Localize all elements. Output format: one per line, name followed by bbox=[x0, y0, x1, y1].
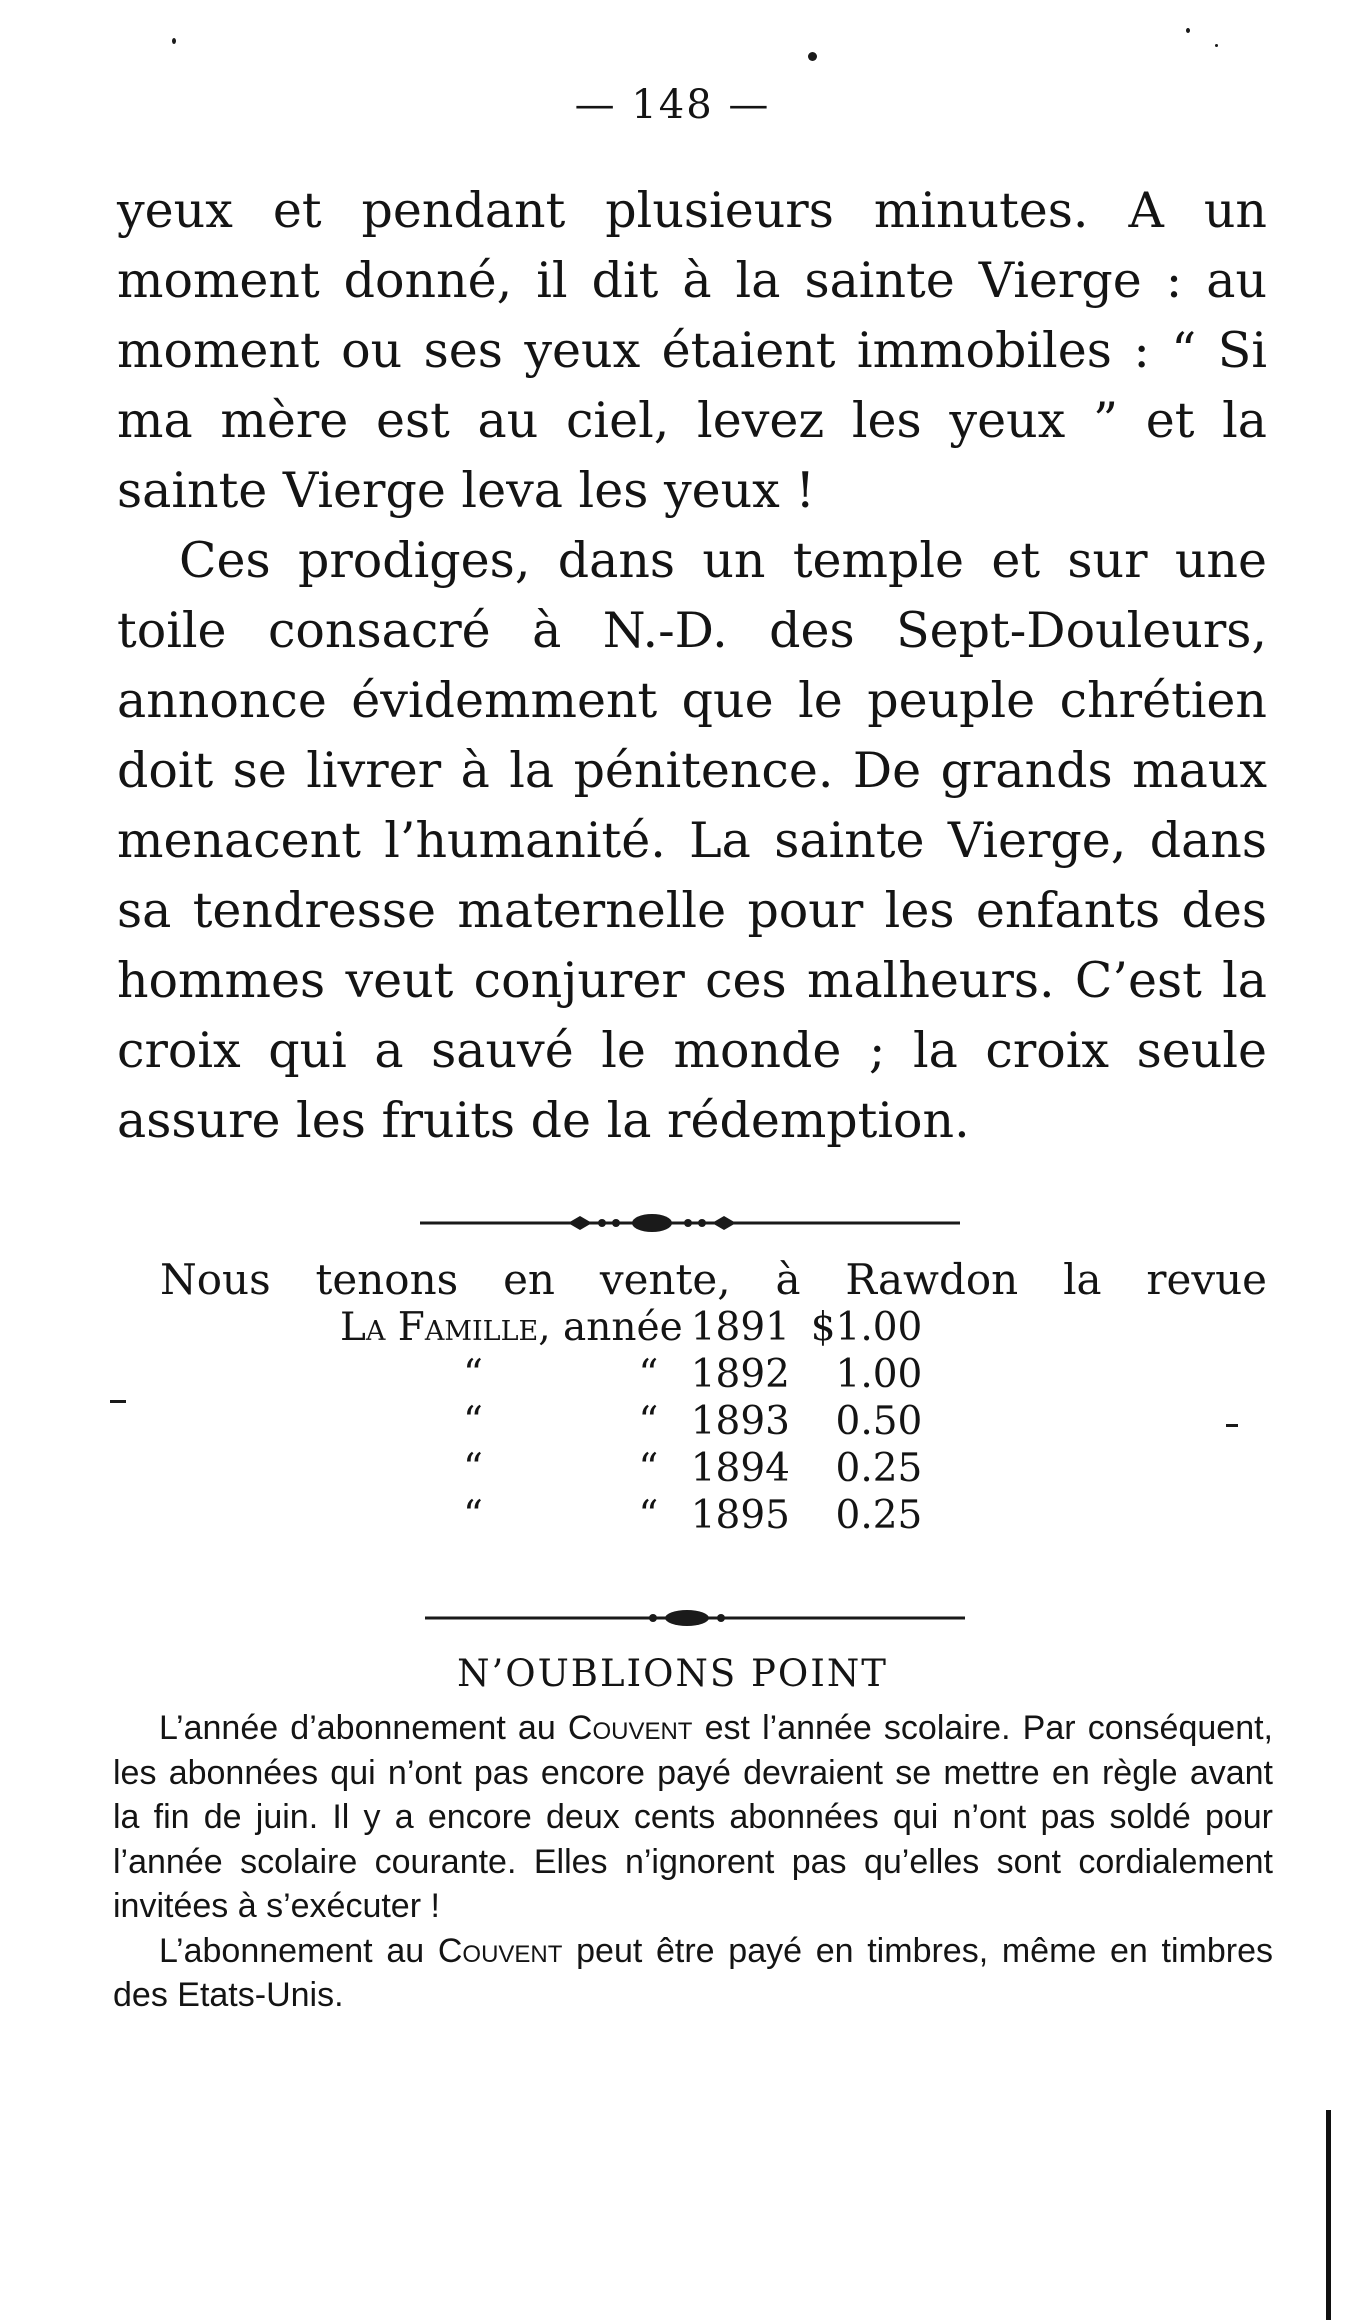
print-speck bbox=[1215, 44, 1218, 47]
ornament-icon bbox=[420, 1208, 960, 1238]
ditto-mark: “ bbox=[638, 1399, 659, 1444]
year-label: année bbox=[563, 1305, 683, 1350]
table-row bbox=[340, 1398, 922, 1445]
paragraph: yeux et pendant plusieurs minutes. A un moment donné, il dit à la sainte Vierge : au moment ou ses yeux étaient immobiles : “ Si ma mère est au ciel, levez les yeux ” et la sainte Vierge leva les yeux ! bbox=[117, 182, 1267, 519]
price-cell: 0.25 bbox=[835, 1493, 923, 1538]
print-mark bbox=[110, 1400, 126, 1403]
price-table bbox=[340, 1304, 922, 1539]
ditto-mark: “ bbox=[638, 1493, 659, 1538]
main-text bbox=[117, 176, 1267, 1156]
year-cell: 1892 bbox=[690, 1352, 790, 1397]
price-cell: 1.00 bbox=[835, 1352, 923, 1397]
ornamental-rule bbox=[425, 1603, 965, 1633]
year-cell: 1895 bbox=[690, 1493, 790, 1538]
ditto-mark: “ bbox=[463, 1352, 483, 1397]
notice-text bbox=[113, 1706, 1273, 2018]
publication-title: La Famille, bbox=[340, 1305, 551, 1350]
ornamental-rule bbox=[420, 1208, 960, 1238]
text-run: L’abonnement au bbox=[159, 1931, 438, 1970]
text-run: L’année d’abonnement au bbox=[159, 1709, 568, 1747]
print-speck bbox=[808, 52, 817, 61]
ditto-mark: “ bbox=[463, 1493, 483, 1538]
price-cell: 0.50 bbox=[835, 1399, 923, 1444]
table-row bbox=[340, 1304, 922, 1351]
page-number: — 148 — bbox=[574, 82, 771, 128]
journal-name: Couvent bbox=[437, 1931, 563, 1970]
ornament-icon bbox=[425, 1603, 965, 1633]
journal-name: Couvent bbox=[567, 1709, 693, 1747]
paragraph: Ces prodiges, dans un temple et sur une toile consacré à N.-D. des Sept-Douleurs, annonce évidemment que le peuple chrétien doit se livrer à la pénitence. De grands maux menacent l’humanité. La sainte Vierge, dans sa tendresse maternelle pour les enfants des hommes veut conjurer ces malheurs. C’est la croix qui a sauvé le monde ; la croix seule assure les fruits de la rédemption. bbox=[117, 532, 1267, 1149]
ditto-mark: “ bbox=[463, 1446, 483, 1491]
price-cell: 0.25 bbox=[835, 1446, 923, 1491]
year-cell: 1894 bbox=[690, 1446, 790, 1491]
ditto-mark: “ bbox=[463, 1399, 483, 1444]
ditto-mark: “ bbox=[638, 1446, 659, 1491]
notice-paragraph bbox=[113, 1706, 1273, 1929]
notice-paragraph bbox=[113, 1929, 1273, 2018]
print-speck bbox=[172, 38, 176, 44]
table-row bbox=[340, 1445, 922, 1492]
ditto-mark: “ bbox=[638, 1352, 659, 1397]
table-row bbox=[340, 1492, 922, 1539]
page-edge-line bbox=[1326, 2110, 1331, 2320]
print-speck bbox=[1186, 28, 1190, 33]
price-cell: $1.00 bbox=[810, 1305, 923, 1350]
table-row bbox=[340, 1351, 922, 1398]
notice-heading: N’OUBLIONS POINT bbox=[457, 1652, 888, 1695]
year-cell: 1893 bbox=[690, 1399, 790, 1444]
advertisement-intro: Nous tenons en vente, à Rawdon la revue bbox=[160, 1255, 1267, 1304]
text-run: est l’année scolaire. Par conséquent, les abonnées qui n’ont pas encore payé devraient se mettre en règle avant la fin de juin. Il y a encore deux cents abonnées qui n’ont pas soldé pour l’année scolaire courante. Elles n’ignorent pas qu’elles sont cordialement invitées à s’exécuter ! bbox=[113, 1709, 1273, 1925]
text-run: peut être payé en timbres, même en timbres des Etats-Unis. bbox=[113, 1931, 1274, 2014]
table-cell bbox=[340, 1304, 691, 1351]
year-cell: 1891 bbox=[690, 1305, 790, 1350]
print-mark bbox=[1226, 1424, 1238, 1427]
